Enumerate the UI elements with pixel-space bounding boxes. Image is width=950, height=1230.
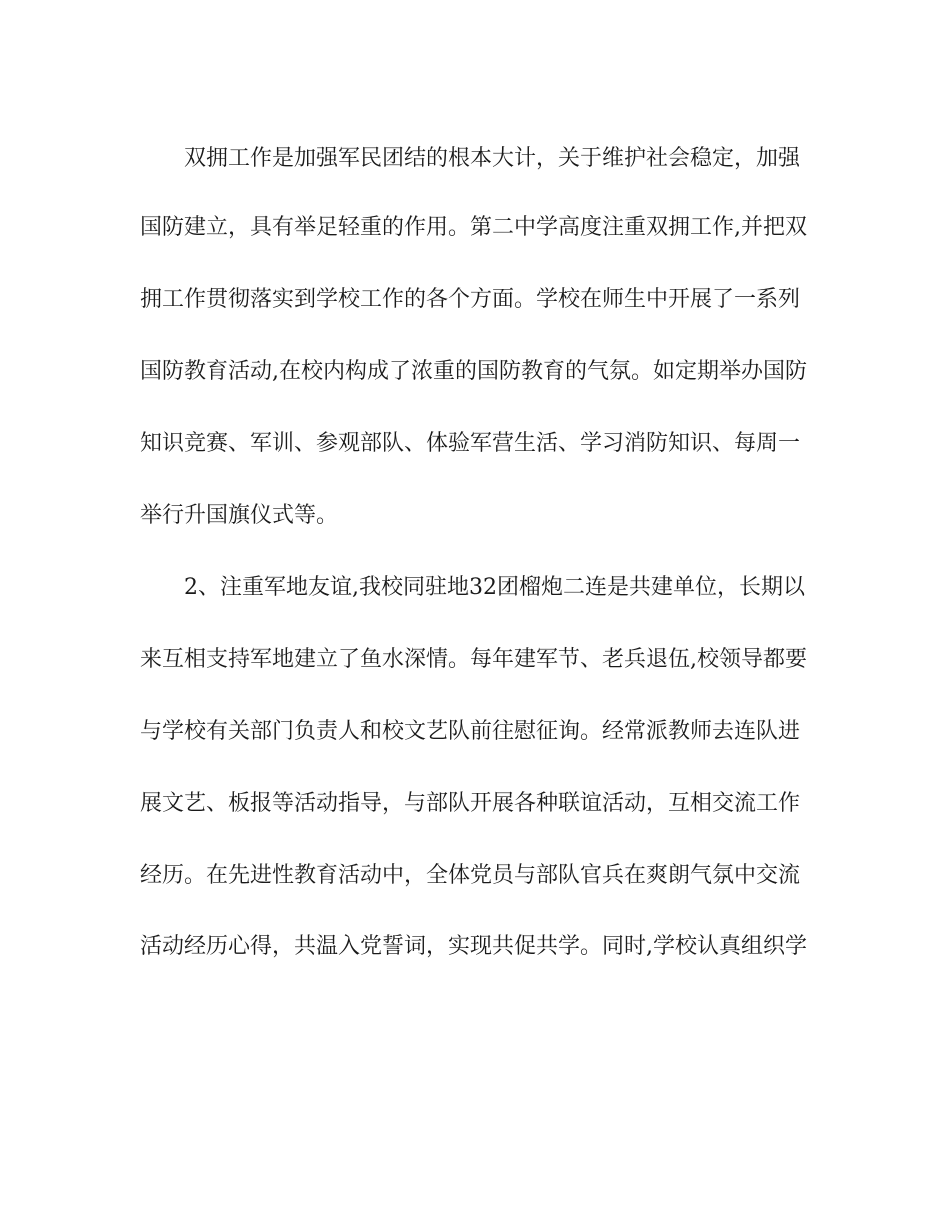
paragraph-2-line-1: 2、注重军地友谊,我校同驻地32团榴炮二连是共建单位，长期以 [184,575,805,600]
paragraph-2-line-5: 经历。在先进性教育活动中，全体党员与部队官兵在爽朗气氛中交流 [140,863,801,888]
paragraph-1-line-1: 双拥工作是加强军民团结的根本大计，关于维护社会稳定，加强 [184,146,801,171]
paragraph-2-line-2: 来互相支持军地建立了鱼水深情。每年建军节、老兵退伍,校领导都要 [140,647,807,672]
paragraph-2-line-6: 活动经历心得，共温入党誓词，实现共促共学。同时,学校认真组织学 [140,934,807,959]
paragraph-1-line-6: 举行升国旗仪式等。 [140,503,339,528]
paragraph-2-line-4: 展文艺、板报等活动指导，与部队开展各种联谊活动，互相交流工作 [140,791,801,816]
paragraph-1-line-2: 国防建立，具有举足轻重的作用。第二中学高度注重双拥工作,并把双 [140,215,807,240]
paragraph-1-line-3: 拥工作贯彻落实到学校工作的各个方面。学校在师生中开展了一系列 [140,287,801,312]
paragraph-1-line-4: 国防教育活动,在校内构成了浓重的国防教育的气氛。如定期举办国防 [140,359,807,384]
paragraph-1-line-5: 知识竞赛、军训、参观部队、体验军营生活、学习消防知识、每周一 [140,431,801,456]
paragraph-2-line-3: 与学校有关部门负责人和校文艺队前往慰征询。经常派教师去连队进 [140,719,801,744]
